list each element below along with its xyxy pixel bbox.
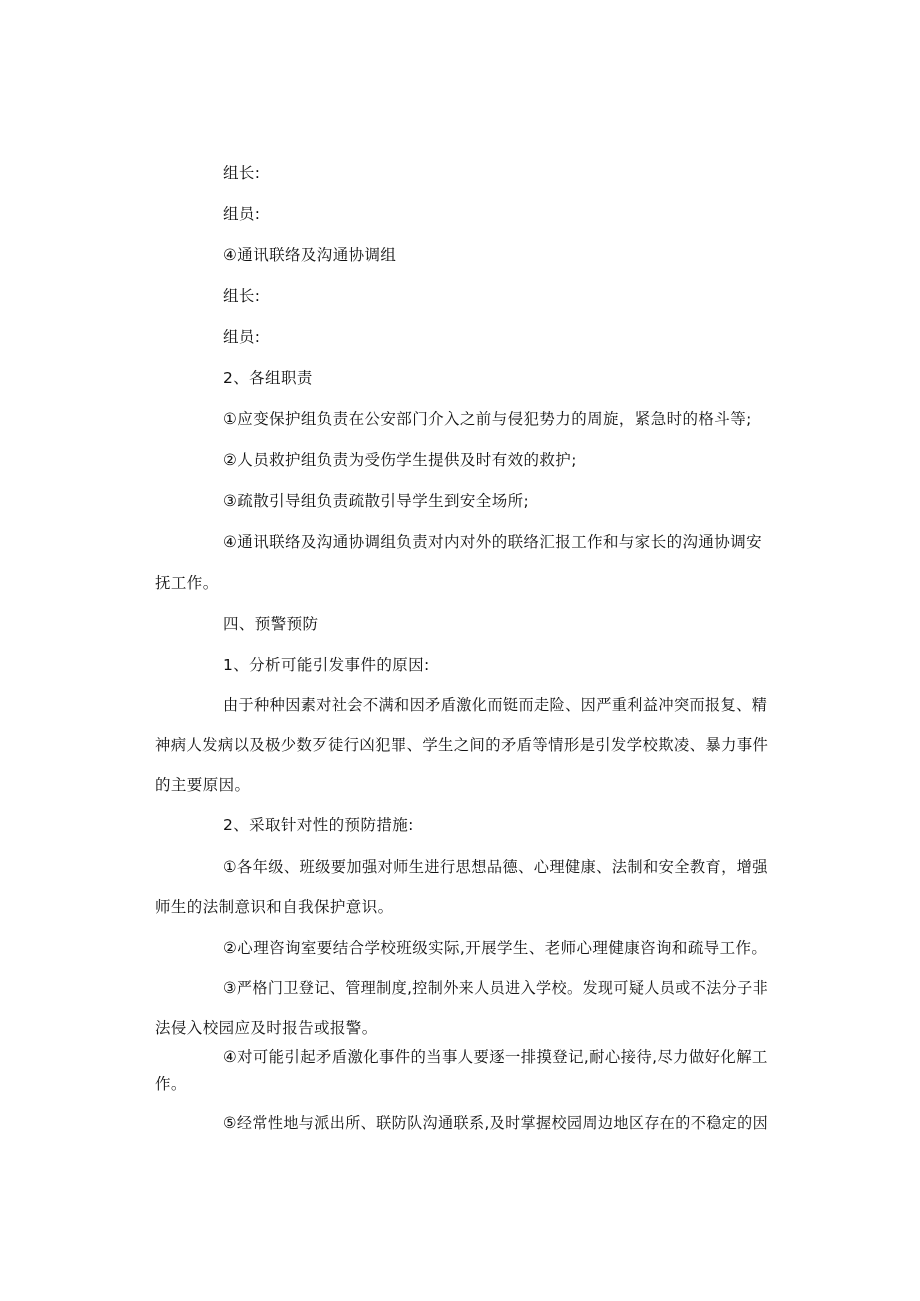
text-line: 的主要原因。: [155, 776, 251, 794]
subsection-heading: 1、分析可能引发事件的原因:: [223, 656, 430, 674]
text-line: ④对可能引起矛盾激化事件的当事人要逐一排摸登记,耐心接待,尽力做好化解工: [223, 1048, 768, 1066]
text-line: 组员:: [223, 328, 261, 346]
text-line: ②心理咨询室要结合学校班级实际,开展学生、老师心理健康咨询和疏导工作。: [223, 939, 768, 957]
section-heading: 2、各组职责: [223, 369, 313, 387]
text-line: 组长:: [223, 164, 261, 182]
text-line: 法侵入校园应及时报告或报警。: [155, 1019, 378, 1037]
text-line: ①各年级、班级要加强对师生进行思想品德、心理健康、法制和安全教育，增强: [223, 858, 768, 876]
subsection-heading: 2、采取针对性的预防措施:: [223, 816, 414, 834]
section-heading: 四、预警预防: [223, 615, 319, 633]
text-line: 师生的法制意识和自我保护意识。: [155, 898, 394, 916]
text-line: ⑤经常性地与派出所、联防队沟通联系,及时掌握校园周边地区存在的不稳定的因: [223, 1114, 769, 1132]
text-line: ①应变保护组负责在公安部门介入之前与侵犯势力的周旋，紧急时的格斗等;: [223, 410, 752, 428]
text-line: 组员:: [223, 205, 261, 223]
text-line: 抚工作。: [155, 574, 219, 592]
text-line: 神病人发病以及极少数歹徒行凶犯罪、学生之间的矛盾等情形是引发学校欺凌、暴力事件: [155, 736, 769, 754]
text-line: 组长:: [223, 287, 261, 305]
text-line: ④通讯联络及沟通协调组: [223, 246, 397, 264]
text-line: ②人员救护组负责为受伤学生提供及时有效的救护;: [223, 451, 577, 469]
text-line: ③疏散引导组负责疏散引导学生到安全场所;: [223, 492, 530, 510]
text-line: ③严格门卫登记、管理制度,控制外来人员进入学校。发现可疑人员或不法分子非: [223, 979, 769, 997]
text-line: ④通讯联络及沟通协调组负责对内对外的联络汇报工作和与家长的沟通协调安: [223, 533, 762, 551]
text-line: 由于种种因素对社会不满和因矛盾激化而铤而走险、因严重利益冲突而报复、精: [223, 696, 768, 714]
text-line: 作。: [155, 1075, 187, 1093]
